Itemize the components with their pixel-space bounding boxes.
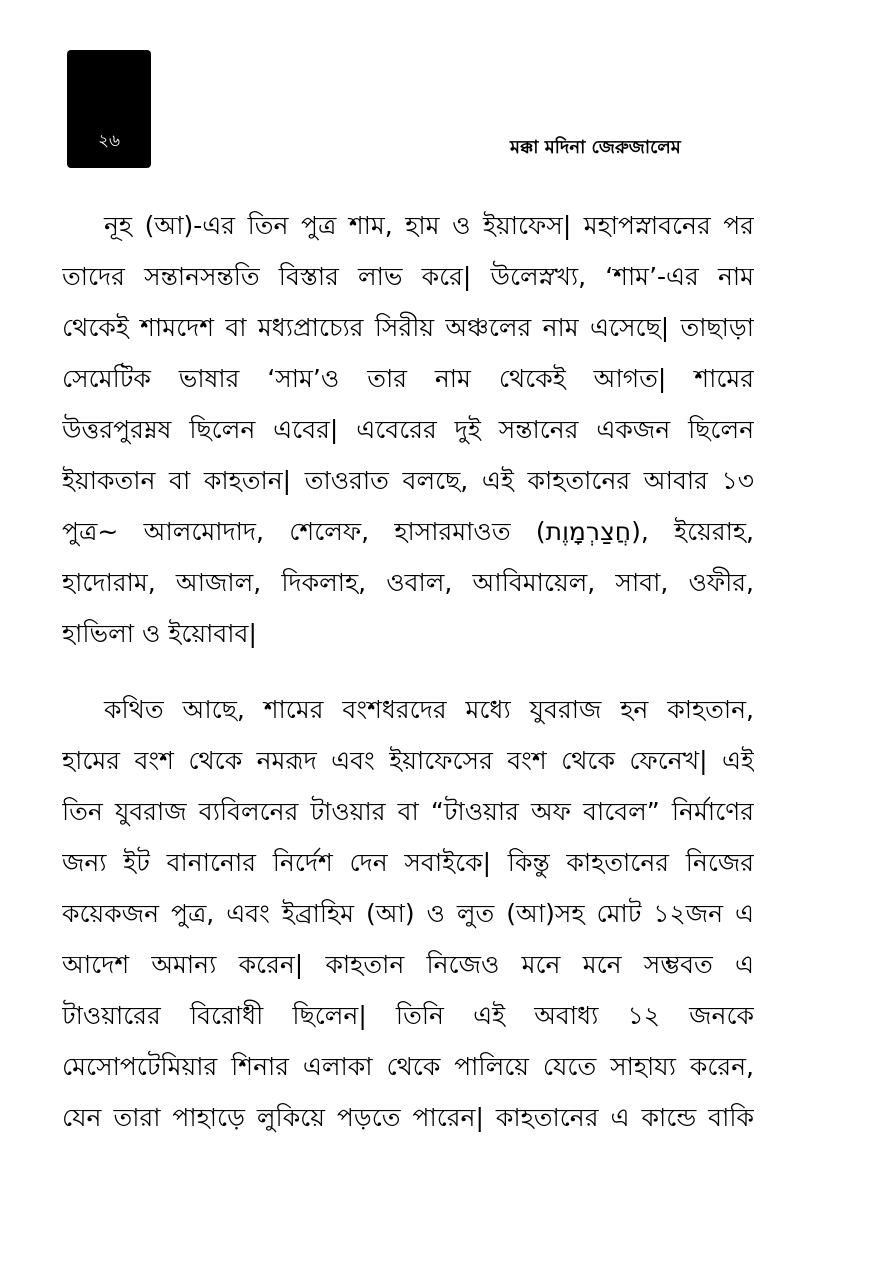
text-line: সেমেটিক ভাষার ‘সাম’ও তার নাম থেকেই আগত| শামের	[62, 364, 754, 393]
text-line: পুত্র~ আলমোদাদ, শেলেফ, হাসারমাওত (חֲצַרְמָוֶת), ইয়েরাহ,	[62, 517, 754, 546]
text-line: যেন তারা পাহাড়ে লুকিয়ে পড়তে পারেন| কাহতানের এ কান্ডে বাকি	[62, 1103, 754, 1132]
text-line: টাওয়ারের বিরোধী ছিলেন| তিনি এই অবাধ্য ১২ জনকে	[62, 1001, 754, 1030]
text-line: হামের বংশ থেকে নমরূদ এবং ইয়াফেসের বংশ থেকে ফেনেখ| এই	[62, 746, 754, 775]
text-line: কয়েকজন পুত্র, এবং ইব্রাহিম (আ) ও লুত (আ)সহ মোট ১২জন এ	[62, 899, 754, 928]
text-line: উত্তরপুরম্নষ ছিলেন এবের| এবেরের দুই সন্তানের একজন ছিলেন	[62, 415, 754, 444]
body-text	[62, 200, 754, 1143]
paragraph-1	[62, 200, 754, 659]
text-line: ইয়াকতান বা কাহতান| তাওরাত বলছে, এই কাহতানের আবার ১৩	[62, 466, 754, 495]
text-line: হাদোরাম, আজাল, দিকলাহ, ওবাল, আবিমায়েল, সাবা, ওফীর,	[62, 568, 754, 597]
text-line: জন্য ইট বানানোর নির্দেশ দেন সবাইকে| কিন্তু কাহতানের নিজের	[62, 848, 754, 877]
page-number-tab	[67, 50, 151, 168]
paragraph-spacer	[62, 659, 754, 684]
text-line: হাভিলা ও ইয়োবাব|	[62, 619, 257, 648]
text-line: তিন যুবরাজ ব্যবিলনের টাওয়ার বা “টাওয়ার অফ বাবেল” নির্মাণের	[62, 797, 754, 826]
text-line: নূহ (আ)-এর তিন পুত্র শাম, হাম ও ইয়াফেস| মহাপস্নাবনের পর	[104, 211, 754, 240]
running-header: মক্কা মদিনা জেরুজালেম	[510, 137, 681, 158]
page-number: ২৬	[97, 131, 121, 151]
text-line: থেকেই শামদেশ বা মধ্যপ্রাচ্যের সিরীয় অঞ্চলের নাম এসেছে| তাছাড়া	[62, 313, 754, 342]
text-line: আদেশ অমান্য করেন| কাহতান নিজেও মনে মনে সম্ভবত এ	[62, 950, 754, 979]
text-line: তাদের সন্তানসন্ততি বিস্তার লাভ করে| উলেস্নখ্য, ‘শাম’-এর নাম	[62, 262, 754, 291]
text-line: কথিত আছে, শামের বংশধরদের মধ্যে যুবরাজ হন কাহতান,	[104, 695, 754, 724]
paragraph-2	[62, 684, 754, 1143]
text-line: মেসোপটেমিয়ার শিনার এলাকা থেকে পালিয়ে যেতে সাহায্য করেন,	[62, 1052, 754, 1081]
